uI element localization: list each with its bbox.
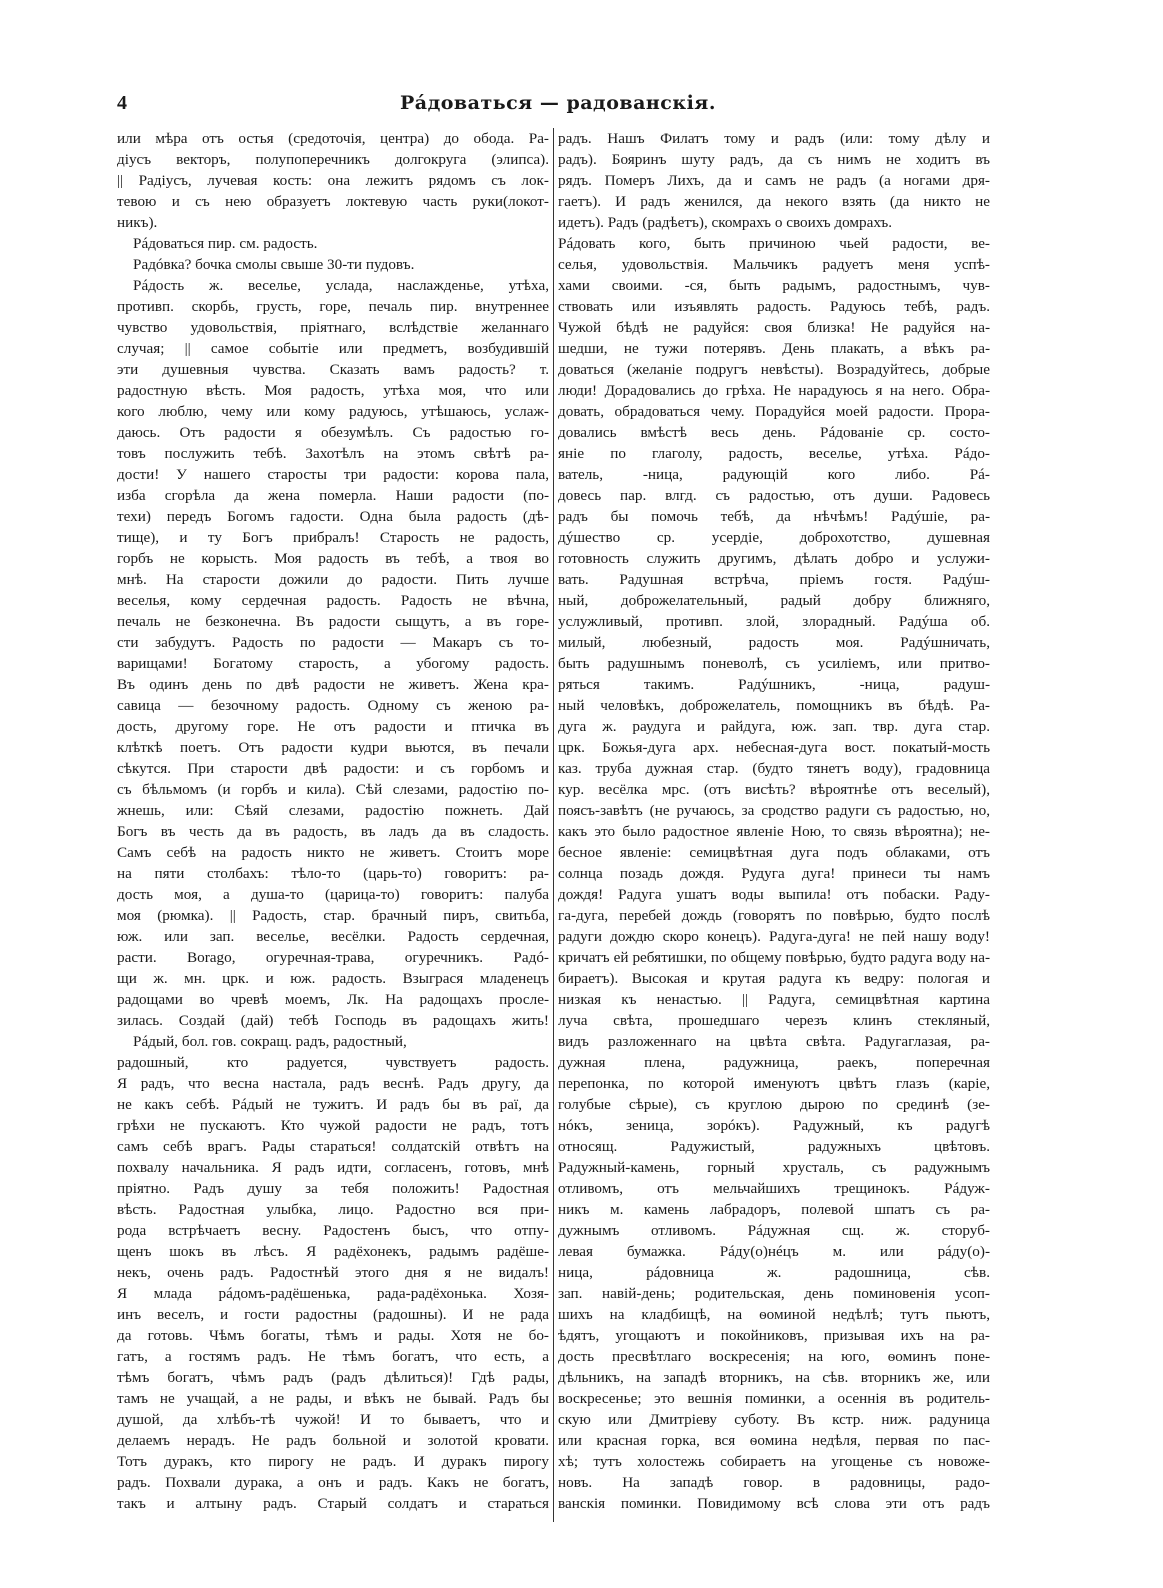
text-line: инъ веселъ, и гости радостны (радошны). И не рада: [117, 1306, 549, 1323]
running-title: Рáдоваться — радованскія.: [400, 92, 716, 114]
text-line: не какъ себѣ. Рáдый не тужитъ. И радъ бы въ раї, да: [117, 1096, 549, 1113]
text-line: Радóвка? бочка смолы свыше 30-ти пудовъ.: [133, 256, 415, 273]
text-line: мнѣ. На старости дожили до радости. Пить лучше: [117, 571, 549, 588]
text-line: клѣткѣ поетъ. Отъ радости кудри вьются, въ печали: [117, 739, 549, 756]
text-line: довались вмѣстѣ весь день. Рáдованіе ср. состо-: [558, 424, 990, 441]
text-line: ствовать или изъявлять радость. Радуюсь тебѣ, радъ.: [558, 298, 990, 315]
text-line: жнешь, или: Сѣяй слезами, радостію пожнеть. Дай: [117, 802, 549, 819]
text-line: щенъ шокъ въ лѣсъ. Я радёхонекъ, радымъ радёше-: [117, 1243, 549, 1260]
text-line: солнца позадь дождя. Рудуга дуга! принеси ты намъ: [558, 865, 990, 882]
text-line: печаль не безконечна. Въ радости сыщутъ, а въ горе-: [117, 613, 549, 630]
text-line: тѣмъ богатъ, чѣмъ радъ (радъ дѣлиться)! Гдѣ рады,: [117, 1369, 549, 1386]
text-line: Рáдоваться пир. см. радость.: [133, 235, 318, 252]
text-line: гатъ, а гостямъ радъ. Не тѣмъ богатъ, что есть, а: [117, 1348, 549, 1365]
text-line: услужливый, противп. злой, злорадный. Радýша об.: [558, 613, 990, 630]
text-line: Чужой бѣдѣ не радуйся: своя близка! Не радуйся на-: [558, 319, 990, 336]
text-line: кого люблю, чему или кому радуюсь, утѣшаюсь, услаж-: [117, 403, 549, 420]
text-line: люди! Дорадовались до грѣха. Не нарадуюсь я на него. Обра-: [558, 382, 990, 399]
text-line: юж. или зап. веселье, весёлки. Радость сердечная,: [117, 928, 549, 945]
text-line: на пяти столбахъ: тѣло-то (царь-то) говоритъ: ра-: [117, 865, 549, 882]
text-line: дужнымъ отливомъ. Рáдужная сщ. ж. сторуб-: [558, 1222, 990, 1239]
text-line: ный, доброжелательный, радый добру ближняго,: [558, 592, 990, 609]
text-line: никъ м. камень лабрадоръ, полевой шпатъ съ ра-: [558, 1201, 990, 1218]
text-line: кричатъ ей ребятишки, по общему повѣрью, будто радуга воду на-: [558, 949, 990, 966]
text-line: или мѣра отъ остья (средоточія, центра) до обода. Ра-: [117, 130, 549, 147]
text-line: Самъ себѣ на радость никто не живетъ. Стоитъ море: [117, 844, 549, 861]
text-line: щи ж. мн. црк. и юж. радость. Взыграся младенецъ: [117, 970, 549, 987]
text-line: или красная горка, вся ѳомина недѣля, первая по пас-: [558, 1432, 990, 1449]
text-line: радъ. Нашъ Филатъ тому и радъ (или: тому дѣлу и: [558, 130, 990, 147]
text-line: техи) передъ Богомъ гадости. Одна была радость (дѣ-: [117, 508, 549, 525]
text-line: радощами во чревѣ моемъ, Лк. На радощахъ просле-: [117, 991, 549, 1008]
text-line: изба сгорѣла да жена померла. Наши радости (по-: [117, 487, 549, 504]
text-line: да готовь. Чѣмъ богаты, тѣмъ и рады. Хотя не бо-: [117, 1327, 549, 1344]
text-line: га-дуга, перебей дождь (говорятъ по повѣрью, будто послѣ: [558, 907, 990, 924]
text-line: селья, удовольствія. Мальчикъ радуетъ меня успѣ-: [558, 256, 990, 273]
text-line: даюсь. Отъ радости я обезумѣлъ. Съ радостью го-: [117, 424, 549, 441]
text-line: дужная плена, радужница, раекъ, поперечная: [558, 1054, 990, 1071]
text-line: сти забудутъ. Радость по радости — Макаръ съ то-: [117, 634, 549, 651]
text-line: противп. скорбь, грусть, горе, печаль пир. внутреннее: [117, 298, 549, 315]
text-line: делаемъ нерадъ. Не радъ больной и золотой кровати.: [117, 1432, 549, 1449]
text-line: левая бумажка. Рáду(о)нéцъ м. или рáду(о)-: [558, 1243, 990, 1260]
text-line: дýшество ср. усердіе, доброхотство, душевная: [558, 529, 990, 546]
text-line: самъ себѣ врагъ. Рады стараться! солдатскій отвѣтъ на: [117, 1138, 549, 1155]
text-line: Богъ въ честь да въ радость, въ ладъ да въ сладость.: [117, 823, 549, 840]
text-line: идетъ). Радъ (радѣетъ), скомрахъ о своихъ домрахъ.: [558, 214, 893, 231]
text-line: какъ это было радостное явленіе Ною, то связь вѣроятна); не-: [558, 823, 990, 840]
text-line: видъ разложеннаго на цвѣта свѣта. Радугаглазая, ра-: [558, 1033, 990, 1050]
right-column: [558, 128, 990, 1514]
text-line: кур. весёлка мрс. (отъ висѣть? вѣроятнѣе отъ веселый),: [558, 781, 990, 798]
text-line: Рáдость ж. веселье, услада, наслажденье, утѣха,: [133, 277, 549, 294]
left-column: [117, 128, 549, 1514]
text-line: довать, обрадоваться чему. Порадуйся моей радости. Прора-: [558, 403, 990, 420]
text-line: голубые сѣрые), съ круглою дырою по срединѣ (зе-: [558, 1096, 990, 1113]
text-line: ряться такимъ. Радýшникъ, -ница, радуш-: [558, 676, 990, 693]
text-line: радъ). Бояринъ шуту радъ, да съ нимъ не ходитъ въ: [558, 151, 990, 168]
text-line: зилась. Создай (дай) тебѣ Господь въ радощахъ жить!: [117, 1012, 549, 1029]
text-line: Радужный-камень, горный хрусталь, съ радужнымъ: [558, 1159, 990, 1176]
text-line: зап. навій-день; родительская, день поминовенія усоп-: [558, 1285, 990, 1302]
text-line: нóкъ, зеница, зорóкъ). Радужный, къ радугѣ: [558, 1117, 990, 1134]
text-line: относящ. Радужистый, радужныхъ цвѣтовъ.: [558, 1138, 990, 1155]
text-line: душой, да хлѣбъ-тѣ чужой! И то бываетъ, что и: [117, 1411, 549, 1428]
text-line: некъ, очень радъ. Радостнѣй этого дня я не видалъ!: [117, 1264, 549, 1281]
text-line: товъ послужить тебѣ. Захотѣлъ на этомъ свѣтѣ ра-: [117, 445, 549, 462]
text-line: дость, другому горе. Не отъ радости и птичка въ: [117, 718, 549, 735]
text-line: хами своими. -ся, быть радымъ, радостнымъ, чув-: [558, 277, 990, 294]
text-line: варищами! Богатому старость, а убогому радость.: [117, 655, 549, 672]
text-line: поясъ-завѣтъ (не ручаюсь, за сродство радуги съ радостью, но,: [558, 802, 990, 819]
text-line: Я радъ, что весна настала, радъ веснѣ. Радъ другу, да: [117, 1075, 549, 1092]
text-line: доваться (желаніе подругъ невѣсты). Возрадуйтесь, добрые: [558, 361, 990, 378]
text-line: скую или Дмитріеву суботу. Въ кстр. ниж. радуница: [558, 1411, 990, 1428]
text-line: || Радіусъ, лучевая кость: она лежитъ рядомъ съ лок-: [117, 172, 549, 189]
text-line: дость пресвѣтлаго воскресенія; на юго, ѳоминъ поне-: [558, 1348, 990, 1365]
page-number: 4: [117, 92, 127, 114]
text-line: съ бѣльмомъ (и горбъ и кила). Сѣй слезами, радостію по-: [117, 781, 549, 798]
text-line: готовность служить другимъ, дѣлать добро и услужи-: [558, 550, 990, 567]
text-line: Я млада рáдомъ-радёшенька, рада-радёхонька. Хозя-: [117, 1285, 549, 1302]
text-line: дождя! Радуга ушатъ воды выпила! отъ побаски. Раду-: [558, 886, 990, 903]
text-line: гаетъ). И радъ женился, да некого взять (да никто не: [558, 193, 990, 210]
text-line: радуги дождю скоро конецъ). Радуга-дуга! не пей нашу воду!: [558, 928, 990, 945]
text-line: отливомъ, отъ мельчайшихъ трещинокъ. Рáдуж-: [558, 1180, 990, 1197]
text-line: ѣдятъ, угощаютъ и покойниковъ, призывая ихъ на ра-: [558, 1327, 990, 1344]
text-line: радошный, кто радуется, чувствуетъ радость.: [117, 1054, 549, 1071]
text-line: грѣхи не пускаютъ. Кто чужой радости не радъ, тотъ: [117, 1117, 549, 1134]
text-line: Рáдый, бол. гов. сокращ. радъ, радостный,: [133, 1033, 407, 1050]
text-line: ванскія поминки. Повидимому всѣ слова эти отъ радъ: [558, 1495, 990, 1512]
text-line: сѣкутся. При старости двѣ радости: и съ горбомъ и: [117, 760, 549, 777]
text-line: моя (рюмка). || Радость, стар. брачный пиръ, свитьба,: [117, 907, 549, 924]
text-line: радъ бы помочь тебѣ, да нѣчѣмъ! Радýшіе, ра-: [558, 508, 990, 525]
text-line: такъ и алтыну радъ. Старый солдатъ и стараться: [117, 1495, 549, 1512]
text-line: случая; || самое событіе или предметъ, возбудившій: [117, 340, 549, 357]
text-line: Тотъ дуракъ, кто пирогу не радъ. И дуракъ пирогу: [117, 1453, 549, 1470]
text-line: савица — безочному радость. Одному съ женою ра-: [117, 697, 549, 714]
text-line: шедши, не тужи потерявъ. День плакать, а вѣкъ ра-: [558, 340, 990, 357]
column-divider: [553, 128, 554, 1522]
text-line: никъ).: [117, 214, 158, 231]
text-line: дости! У нашего старосты три радости: корова пала,: [117, 466, 549, 483]
text-line: луча свѣта, прошедшаго черезъ клинъ стекляный,: [558, 1012, 990, 1029]
text-line: горбъ не корысть. Моя радость въ тебѣ, а твоя во: [117, 550, 549, 567]
text-line: тище), и ту Богъ прибралъ! Старость не радость,: [117, 529, 549, 546]
text-line: Рáдовать кого, быть причиною чьей радости, ве-: [558, 235, 990, 252]
text-line: вать. Радушная встрѣча, пріемъ гостя. Радýш-: [558, 571, 990, 588]
text-line: низкая къ ненастью. || Радуга, семицвѣтная картина: [558, 991, 990, 1008]
text-line: каз. труба дужная стар. (будто тянетъ воду), градовница: [558, 760, 990, 777]
text-line: новъ. На западѣ говор. в радовницы, радо-: [558, 1474, 990, 1491]
text-line: похвалу начальника. Я радъ идти, согласенъ, готовъ, мнѣ: [117, 1159, 549, 1176]
text-line: хѣ; тутъ холостежь собираетъ на угощенье съ новоже-: [558, 1453, 990, 1470]
text-line: рядъ. Померъ Лихъ, да и самъ не радъ (а ногами дря-: [558, 172, 990, 189]
text-line: пріятно. Радъ душу за тебя положить! Радостная: [117, 1180, 549, 1197]
text-line: дость моя, а душа-то (царица-то) говоритъ: палуба: [117, 886, 549, 903]
text-line: ный человѣкъ, доброжелатель, помощникъ въ бѣдѣ. Ра-: [558, 697, 990, 714]
text-line: бесное явленіе: семицвѣтная дуга подъ облаками, отъ: [558, 844, 990, 861]
text-line: діусъ векторъ, полупоперечникъ долгокруга (элипса).: [117, 151, 549, 168]
text-line: чувство удовольствія, пріятнаго, вслѣдствіе желаннаго: [117, 319, 549, 336]
text-line: ница, рáдовница ж. радошница, сѣв.: [558, 1264, 990, 1281]
text-line: воскресенье; это вешнія поминки, а осеннія въ родитель-: [558, 1390, 990, 1407]
text-line: довесь пар. влгд. съ радостью, отъ души. Радовесь: [558, 487, 990, 504]
text-line: веселья, кому сердечная радость. Радость не вѣчна,: [117, 592, 549, 609]
text-line: тевою и съ нею образуетъ локтевую часть руки(локот-: [117, 193, 549, 210]
text-line: Въ одинъ день по двѣ радости не живетъ. Жена кра-: [117, 676, 549, 693]
text-line: тамъ не учащай, а не рады, и вѣкъ не бывай. Радъ бы: [117, 1390, 549, 1407]
text-line: радъ. Похвали дурака, а онъ и радъ. Какъ не богатъ,: [117, 1474, 549, 1491]
text-line: вѣсть. Радостная улыбка, лицо. Радостно вся при-: [117, 1201, 549, 1218]
text-line: радостную вѣсть. Моя радость, утѣха моя, что или: [117, 382, 549, 399]
text-line: шихъ на кладбищѣ, на ѳоминой недѣлѣ; тутъ пьютъ,: [558, 1306, 990, 1323]
text-line: милый, любезный, радость моя. Радýшничать,: [558, 634, 990, 651]
text-line: эти душевныя чувства. Сказать вамъ радость? т.: [117, 361, 549, 378]
text-line: дуга ж. раудуга и райдуга, юж. зап. твр. дуга стар.: [558, 718, 990, 735]
text-line: быть радушнымъ поневолѣ, съ усиліемъ, или притво-: [558, 655, 990, 672]
text-line: перепонка, по которой именуютъ цвѣтъ глазъ (каріе,: [558, 1075, 990, 1092]
text-line: бираетъ). Высокая и крутая радуга къ ведру: пологая и: [558, 970, 990, 987]
text-line: рода встрѣчаетъ весну. Радостенъ бысъ, что отпу-: [117, 1222, 549, 1239]
text-line: яніе по глаголу, радость, веселье, утѣха. Рáдо-: [558, 445, 990, 462]
text-line: ватель, -ница, радующій кого либо. Рá-: [558, 466, 990, 483]
text-line: дѣльникъ, на западѣ вторникъ, на сѣв. вторникъ же, или: [558, 1369, 990, 1386]
text-line: расти. Borago, огуречная-трава, огуречникъ. Радó-: [117, 949, 549, 966]
text-line: црк. Божья-дуга арх. небесная-дуга вост. покатый-мость: [558, 739, 990, 756]
